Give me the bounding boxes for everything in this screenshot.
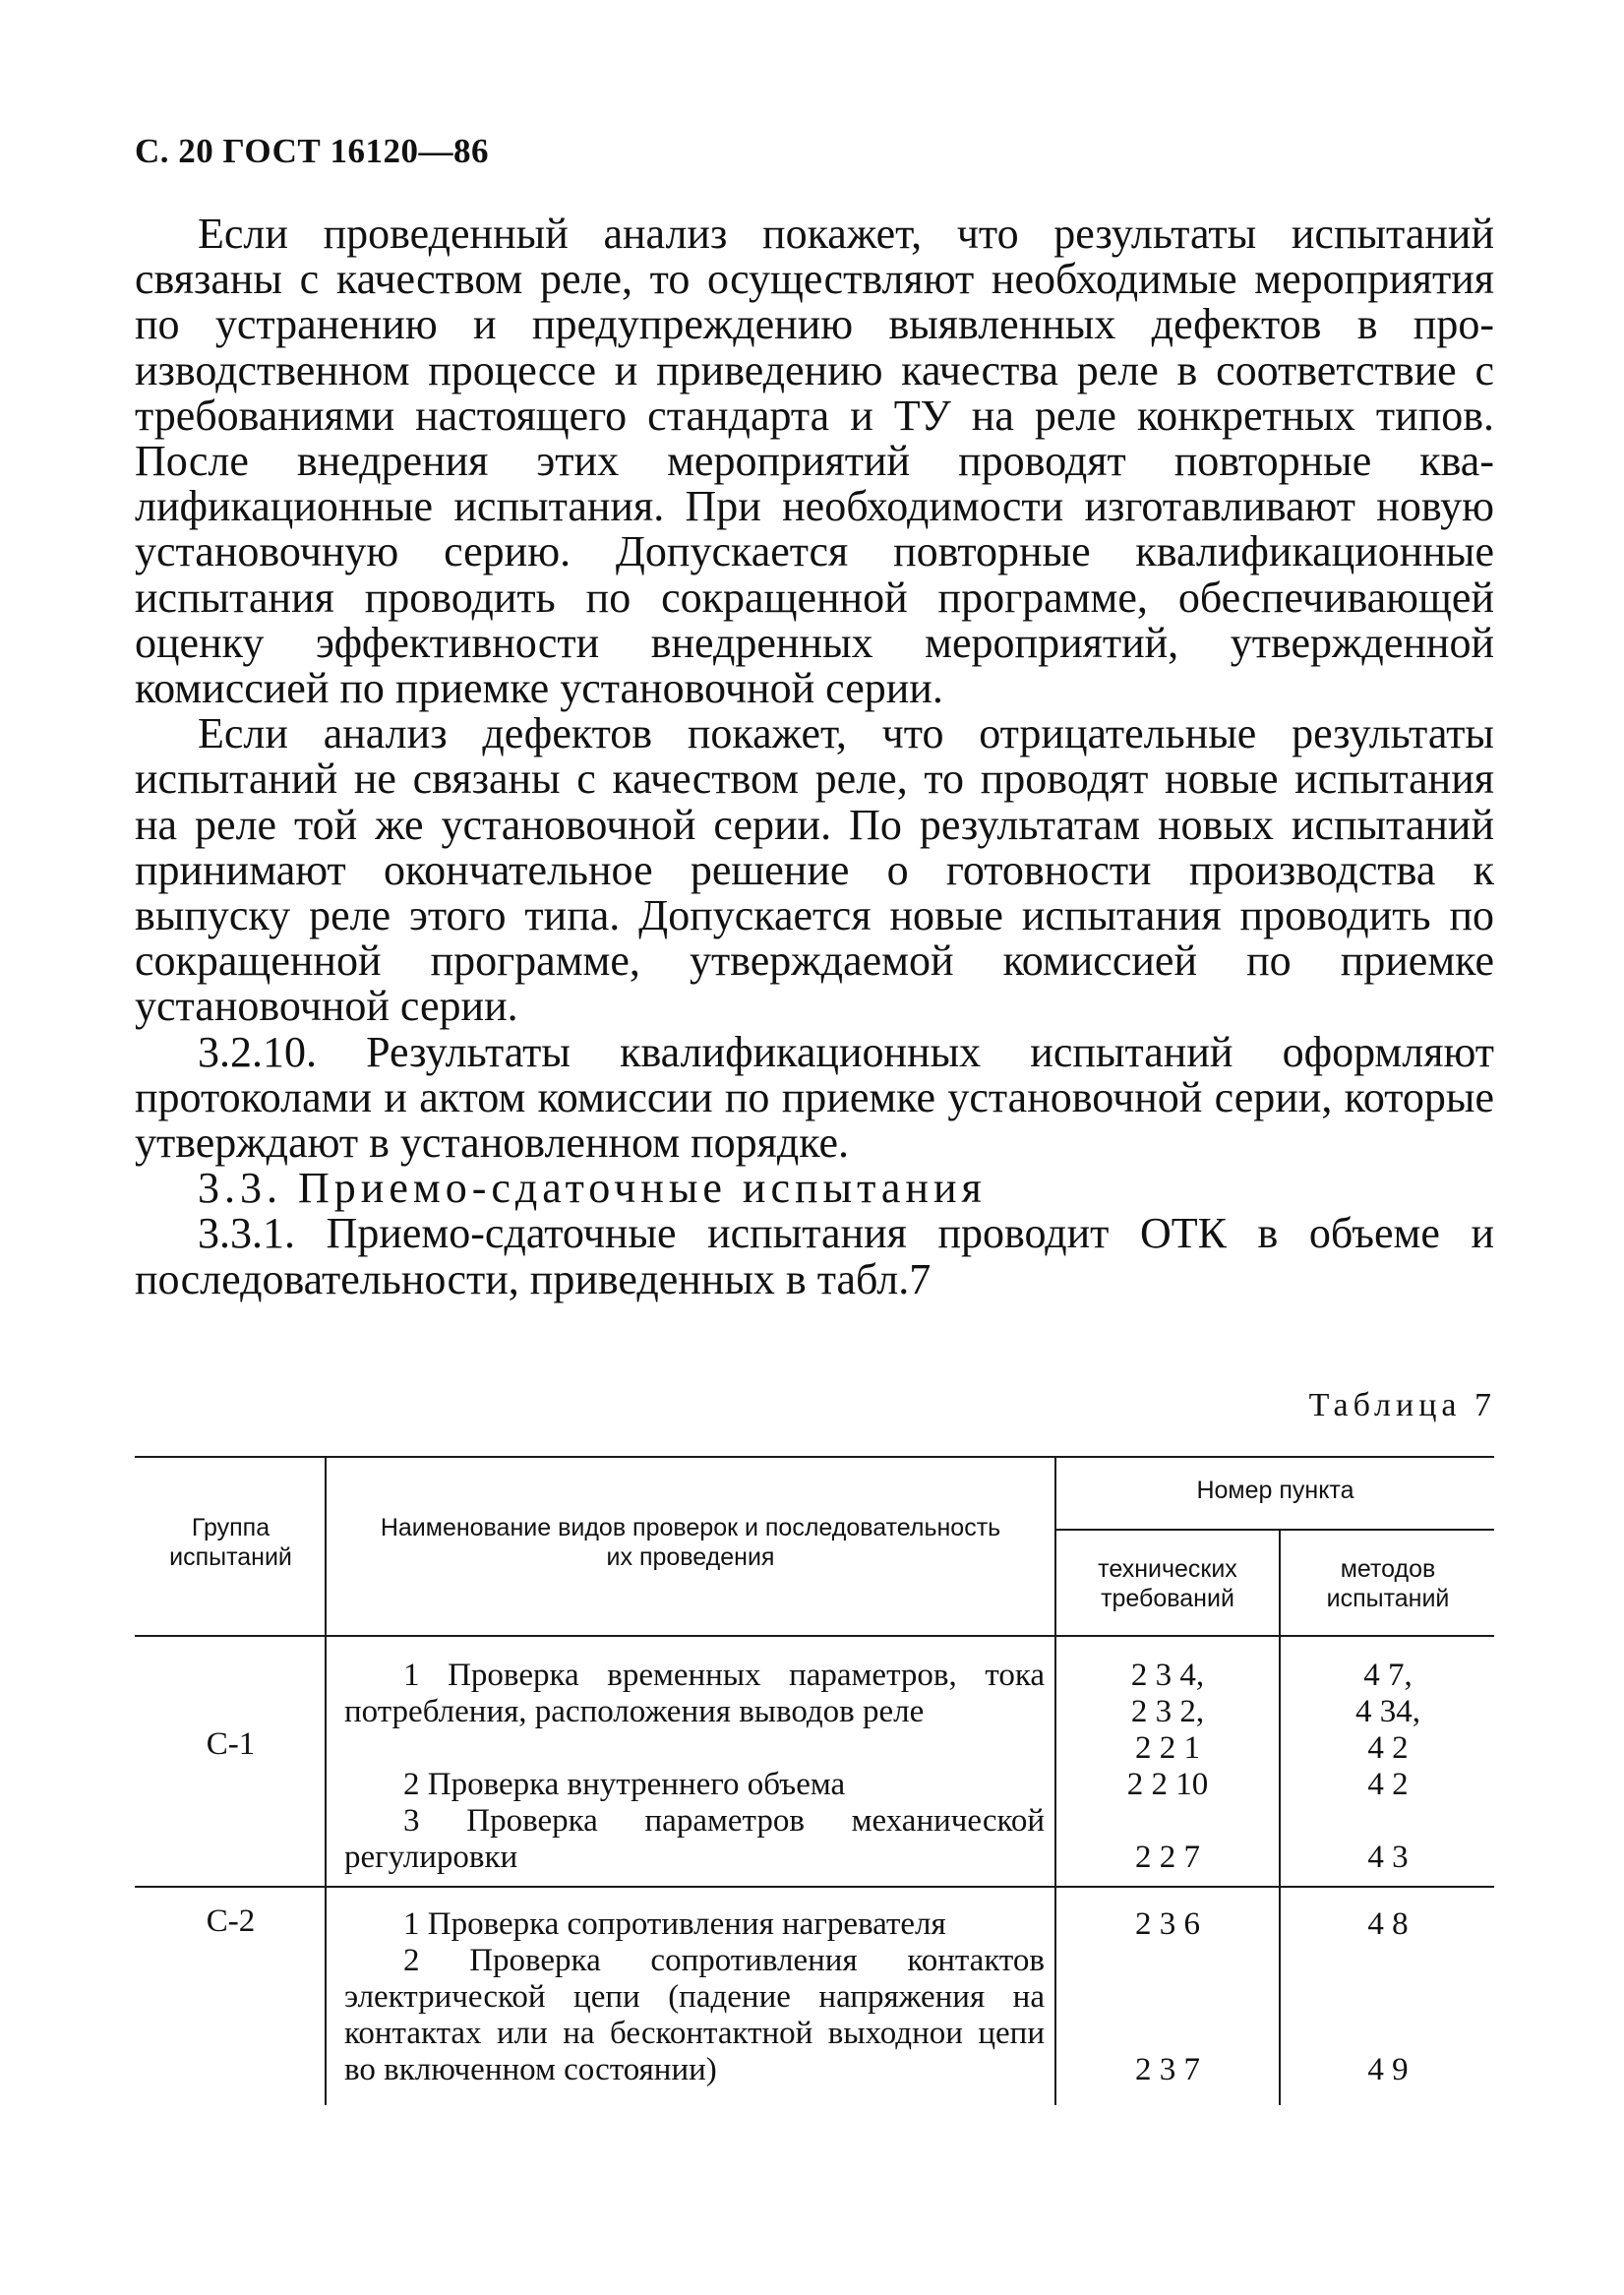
c2-item-2-text: 2 Проверка сопротивления контактов электрической цепи (падение напряжения на контактах или на бесконтактной выходнои цепи во включенном состоянии) bbox=[344, 1943, 1045, 2087]
c1-item-1-tech: 2 3 4, 2 3 2, 2 2 1 bbox=[1130, 1658, 1205, 1766]
c1-item-2-tech: 2 2 10 bbox=[1126, 1767, 1209, 1802]
section-title: 3.3. Приемо-сдаточные испытания bbox=[198, 1164, 987, 1213]
c1-item-2-methods: 4 2 bbox=[1367, 1767, 1409, 1802]
header-bottom-rule bbox=[135, 1635, 1494, 1637]
c2-item-1-text: 1 Проверка сопротивления нагревателя bbox=[403, 1906, 946, 1942]
c2-item-1-methods: 4 8 bbox=[1367, 1906, 1409, 1942]
group-divider-rule bbox=[135, 1886, 1494, 1888]
paragraph-1: Если проведенный анализ покажет, что результаты испытаний связаны с качеством реле, то осуществляют необходимые мероприятия по устранению и предупреждению выявленных дефектов в производственном процессе и приведению качества реле в соответствие с требованиями настоящего стандарта и ТУ на реле конкретных типов. После внедрения этих мероприятий проводят повторные квалификационные испытания. При необходимости изготавливают новую установочную серию. Допускается повторные квалификационные испытания проводить по сокращенной программе, обеспечивающей оценку эффективности внедренных мероприятий, утвержденной комиссией по приемке установочной серии. bbox=[135, 210, 1494, 713]
table-caption: Таблица 7 bbox=[1308, 1387, 1496, 1423]
c2-item-2-methods: 4 9 bbox=[1367, 2052, 1409, 2087]
c1-item-2-text: 2 Проверка внутреннего объема bbox=[403, 1767, 846, 1802]
header-point-number: Номер пункта bbox=[1196, 1477, 1354, 1504]
group-label-c2: С-2 bbox=[206, 1903, 256, 1939]
col-rule-2 bbox=[1054, 1456, 1056, 2105]
header-group: Группа испытаний bbox=[169, 1514, 292, 1571]
section-paragraph: 3.3.1. Приемо-сдаточные испытания проводит ОТК в объеме и последовательности, приведенных в табл.7 bbox=[135, 1209, 1494, 1303]
header-tech-req: технических требований bbox=[1098, 1555, 1237, 1612]
group-label-c1: С-1 bbox=[206, 1726, 256, 1762]
subheader-rule bbox=[1054, 1529, 1494, 1531]
c1-item-3-methods: 4 3 bbox=[1367, 1840, 1409, 1875]
paragraph-3: 3.2.10. Результаты квалификационных испытаний оформляют протоколами и актом комиссии по приемке установочной серии, которые утверждают в установленном порядке. bbox=[135, 1027, 1494, 1168]
col-rule-1 bbox=[325, 1456, 327, 2105]
page-header: С. 20 ГОСТ 16120—86 bbox=[135, 132, 489, 170]
header-name: Наименование видов проверок и последовательность их проведения bbox=[380, 1514, 1001, 1571]
c1-item-3-tech: 2 2 7 bbox=[1135, 1840, 1200, 1875]
header-test-methods: методов испытаний bbox=[1326, 1555, 1450, 1612]
col-rule-3 bbox=[1279, 1531, 1281, 2105]
body-text bbox=[135, 211, 1494, 1302]
table-7 bbox=[135, 1456, 1494, 2105]
c1-item-1-text: 1 Проверка временных параметров, тока потребления, расположения выводов реле bbox=[344, 1658, 1045, 1729]
c2-item-1-tech: 2 3 6 bbox=[1135, 1906, 1200, 1942]
c2-item-2-tech: 2 3 7 bbox=[1135, 2052, 1200, 2087]
table-top-rule bbox=[135, 1456, 1494, 1458]
paragraph-2: Если анализ дефектов покажет, что отрицательные результаты испытаний не связаны с качеством реле, то проводят новые испытания на реле той же установочной серии. По результатам новых испытаний принимают окончательное решение о готовности производства к выпуску реле этого типа. Допускается новые испытания проводить по сокращенной программе, утверждаемой комиссией по приемке установочной серии. bbox=[135, 709, 1494, 1031]
c1-item-3-text: 3 Проверка параметров механической регулировки bbox=[344, 1803, 1045, 1875]
c1-item-1-methods: 4 7, 4 34, 4 2 bbox=[1355, 1658, 1420, 1766]
